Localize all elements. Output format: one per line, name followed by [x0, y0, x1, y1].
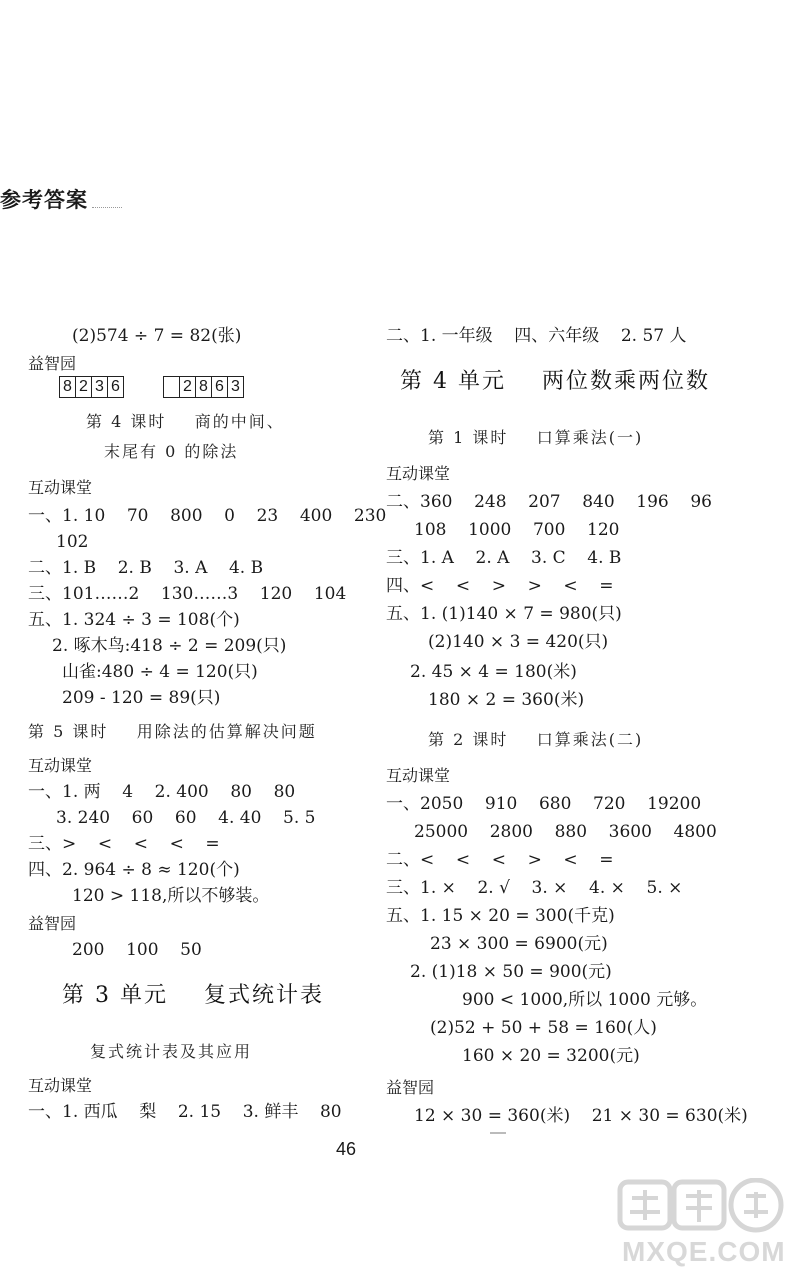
- section-label: 互动课堂: [28, 756, 93, 775]
- digit-box: 8: [59, 376, 76, 398]
- lesson-title: 第 2 课时 口算乘法(二): [428, 730, 644, 749]
- page-header: 参考答案: [0, 188, 88, 212]
- digit-box-group: [164, 376, 244, 398]
- answer-line: 120 > 118,所以不够装。: [72, 886, 270, 906]
- answer-line: 2. 45 × 4 = 180(米): [410, 662, 577, 682]
- answer-line: 三、> < < < =: [28, 834, 220, 854]
- digit-box: 8: [195, 376, 212, 398]
- watermark-site: MXQE.COM: [622, 1236, 786, 1267]
- answer-line: 一、1. 西瓜 梨 2. 15 3. 鲜丰 80: [28, 1102, 342, 1122]
- answer-line: 200 100 50: [72, 940, 202, 960]
- answer-line: 12 × 30 = 360(米) 21 × 30 = 630(米): [414, 1106, 748, 1126]
- page-number: 46: [336, 1139, 357, 1159]
- lesson-title: 复式统计表及其应用: [90, 1042, 253, 1061]
- answer-line: 25000 2800 880 3600 4800: [414, 822, 717, 842]
- section-label: 益智园: [386, 1078, 435, 1097]
- section-label: 互动课堂: [28, 1076, 93, 1095]
- answer-line: 2. 啄木鸟:418 ÷ 2 = 209(只): [52, 636, 287, 656]
- answer-line: 二、360 248 207 840 196 96: [386, 492, 712, 512]
- answer-line: 三、1. A 2. A 3. C 4. B: [386, 548, 622, 568]
- answer-line: 五、1. 324 ÷ 3 = 108(个): [28, 610, 240, 630]
- answer-line: 180 × 2 = 360(米): [428, 690, 585, 710]
- answer-line: 二、1. 一年级 四、六年级 2. 57 人: [386, 326, 687, 346]
- answer-line: 一、1. 10 70 800 0 23 400 230: [28, 506, 387, 526]
- digit-box-row: [60, 376, 262, 398]
- section-label: 益智园: [28, 914, 77, 933]
- section-label: 互动课堂: [386, 766, 451, 785]
- lesson-title: 第 4 课时 商的中间、: [86, 412, 285, 431]
- section-label: 益智园: [28, 354, 77, 373]
- answer-line: 三、101……2 130……3 120 104: [28, 584, 347, 604]
- answer-line: 102: [56, 532, 89, 552]
- answer-line: 五、1. (1)140 × 7 = 980(只): [386, 604, 622, 624]
- answer-line: 一、2050 910 680 720 19200: [386, 794, 702, 814]
- answer-line: 四、< < > > < =: [386, 576, 614, 596]
- digit-box: 2: [179, 376, 196, 398]
- answer-line: 2. (1)18 × 50 = 900(元): [410, 962, 612, 982]
- answer-line: 3. 240 60 60 4. 40 5. 5: [56, 808, 316, 828]
- answer-line: (2)52 + 50 + 58 = 160(人): [430, 1018, 657, 1038]
- digit-box-blank: [163, 376, 180, 398]
- unit-title: 第 4 单元 两位数乘两位数: [400, 369, 710, 394]
- digit-box: 6: [107, 376, 124, 398]
- answer-line: (2)140 × 3 = 420(只): [428, 632, 609, 652]
- small-mark: [490, 1132, 506, 1134]
- answer-line: 900 < 1000,所以 1000 元够。: [462, 990, 708, 1010]
- answer-line: 160 × 20 = 3200(元): [462, 1046, 640, 1066]
- digit-box: 2: [75, 376, 92, 398]
- digit-box: 3: [227, 376, 244, 398]
- answer-line: 二、< < < > < =: [386, 850, 614, 870]
- answer-line: 三、1. × 2. √ 3. × 4. × 5. ×: [386, 878, 683, 898]
- answer-line: 五、1. 15 × 20 = 300(千克): [386, 906, 615, 926]
- answer-line: 四、2. 964 ÷ 8 ≈ 120(个): [28, 860, 240, 880]
- answer-line: 23 × 300 = 6900(元): [430, 934, 608, 954]
- answer-line: 二、1. B 2. B 3. A 4. B: [28, 558, 264, 578]
- answer-line: 一、1. 两 4 2. 400 80 80: [28, 782, 296, 802]
- digit-box-group: [60, 376, 124, 398]
- section-label: 互动课堂: [386, 464, 451, 483]
- lesson-title: 第 1 课时 口算乘法(一): [428, 428, 644, 447]
- unit-title: 第 3 单元 复式统计表: [62, 983, 324, 1008]
- answer-line: 山雀:480 ÷ 4 = 120(只): [62, 662, 258, 682]
- header-rule: [92, 207, 122, 208]
- answer-line: (2)574 ÷ 7 = 82(张): [72, 326, 242, 346]
- answer-line: 209 - 120 = 89(只): [62, 688, 221, 708]
- lesson-title: 末尾有 0 的除法: [104, 442, 239, 461]
- digit-box: 6: [211, 376, 228, 398]
- answer-line: 108 1000 700 120: [414, 520, 620, 540]
- lesson-title: 第 5 课时 用除法的估算解决问题: [28, 722, 317, 741]
- section-label: 互动课堂: [28, 478, 93, 497]
- digit-box: 3: [91, 376, 108, 398]
